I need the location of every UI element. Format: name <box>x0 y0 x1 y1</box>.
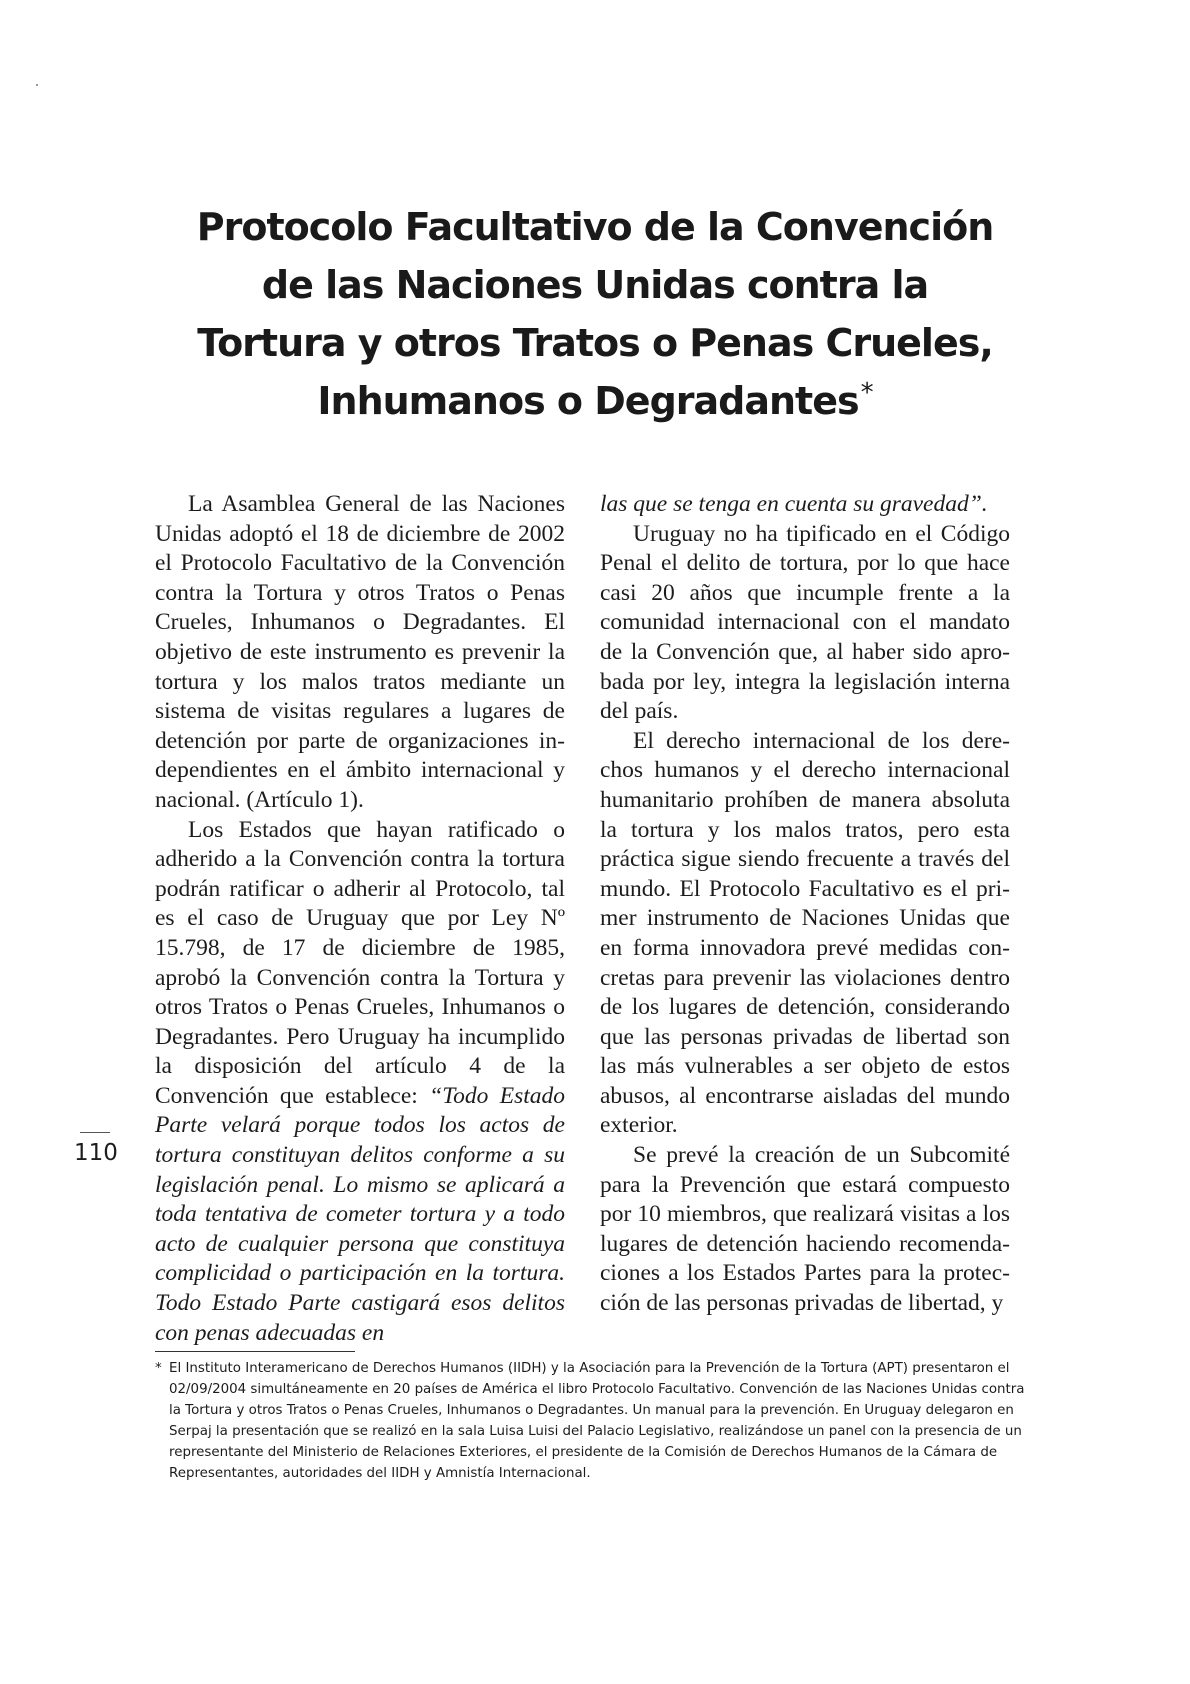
paragraph-derecho-internacional: El derecho internacional de los derechos humanos y el derecho internacional humanitario prohíben de manera absoluta la tortura y los malos tratos, pero esta práctica sigue siendo frecuente a través del mundo. El Protocolo Facultativo es el primer instrumento de Naciones Unidas que en forma innovadora prevé medidas concretas para prevenir las violaciones dentro de los lugares de detención, considerando que las personas privadas de libertad son las más vulnerables a ser objeto de estos abusos, al encontrarse aisladas del mundo exterior. <box>600 727 1010 1139</box>
footnote-line: 02/09/2004 simultáneamente en 20 países de América el libro Protocolo Facultativo. Convención de las Naciones Unidas contra <box>169 1382 1025 1397</box>
page-title <box>140 198 1050 430</box>
footnote-mark: * <box>155 1361 162 1376</box>
right-column <box>600 490 1010 1319</box>
paragraph-uruguay: Uruguay no ha tipificado en el Código Penal el delito de tortura, por lo que hace casi 20 años que incumple frente a la comunidad internacional con el mandato de la Convención que, al haber sido aprobada por ley, integra la legislación interna del país. <box>600 520 1010 725</box>
footnote-line: representante del Ministerio de Relaciones Exteriores, el presidente de la Comisión de Derechos Humanos de la Cámara de <box>169 1445 998 1460</box>
footnote-line: El Instituto Interamericano de Derechos Humanos (IIDH) y la Asociación para la Prevención de la Tortura (APT) presentaron el <box>169 1361 1010 1376</box>
left-column <box>155 490 565 1348</box>
paragraph-asamblea: La Asamblea General de las Naciones Unidas adoptó el 18 de diciembre de 2002 el Protocolo Facultativo de la Convención contra la Tortura y otros Tratos o Penas Crueles, Inhumanos o Degradantes. El objetivo de este instrumento es prevenir la tortura y los malos tratos mediante un sistema de visitas regulares a lugares de detención por parte de organizaciones independientes en el ámbito internacional y nacional. (Artículo 1). <box>155 491 565 813</box>
footnote-divider <box>155 1351 355 1352</box>
footnote <box>155 1358 1025 1484</box>
title-line-4-text: Inhumanos o Degradantes <box>317 379 859 423</box>
title-line-2: de las Naciones Unidas contra la <box>261 263 929 307</box>
footnote-line: Representantes, autoridades del IIDH y Amnistía Internacional. <box>169 1466 591 1481</box>
title-line-3: Tortura y otros Tratos o Penas Crueles, <box>197 321 993 365</box>
quote-continuation <box>600 490 1010 520</box>
page-number-rule <box>80 1132 110 1133</box>
quote-continuation-text: las que se tenga en cuenta su gravedad”. <box>600 491 988 517</box>
scan-mark <box>36 84 38 86</box>
page-number: 110 <box>74 1140 118 1166</box>
footnote-line: Serpaj la presentación que se realizó en la sala Luisa Luisi del Palacio Legislativo, realizándose un panel con la presencia de un <box>169 1424 1022 1439</box>
paragraph-estados-text: Los Estados que hayan ratificado o adherido a la Convención contra la tortura podrán ratificar o adherir al Protocolo, tal es el caso de Uruguay que por Ley Nº 15.798, de 17 de diciembre de 1985, aprobó la Convención contra la Tortura y otros Tratos o Penas Crueles, Inhumanos o Degradantes. Pero Uruguay ha incumplido la disposición del artículo 4 de la Convención que establece: <box>155 816 565 1109</box>
title-footnote-mark: * <box>860 378 873 408</box>
convention-quote: “Todo Estado Parte velará porque todos los actos de tortura constituyan delitos conforme a su legislación penal. Lo mismo se aplicará a toda tentativa de cometer tortura y a todo acto de cualquier persona que constituya complicidad o participación en la tortura. Todo Estado Parte castigará esos delitos con penas adecuadas en <box>155 1082 565 1346</box>
title-line-1: Protocolo Facultativo de la Convención <box>196 205 994 249</box>
title-line-4 <box>140 372 1050 430</box>
paragraph-estados <box>155 816 565 1349</box>
footnote-text <box>169 1358 1025 1484</box>
paragraph-subcomite: Se prevé la creación de un Subcomité para la Prevención que estará compuesto por 10 miembros, que realizará visitas a los lugares de detención haciendo recomendaciones a los Estados Partes para la protección de las personas privadas de libertad, y <box>600 1142 1010 1317</box>
footnote-line: la Tortura y otros Tratos o Penas Crueles, Inhumanos o Degradantes. Un manual para la prevención. En Uruguay delegaron en <box>169 1403 1014 1418</box>
